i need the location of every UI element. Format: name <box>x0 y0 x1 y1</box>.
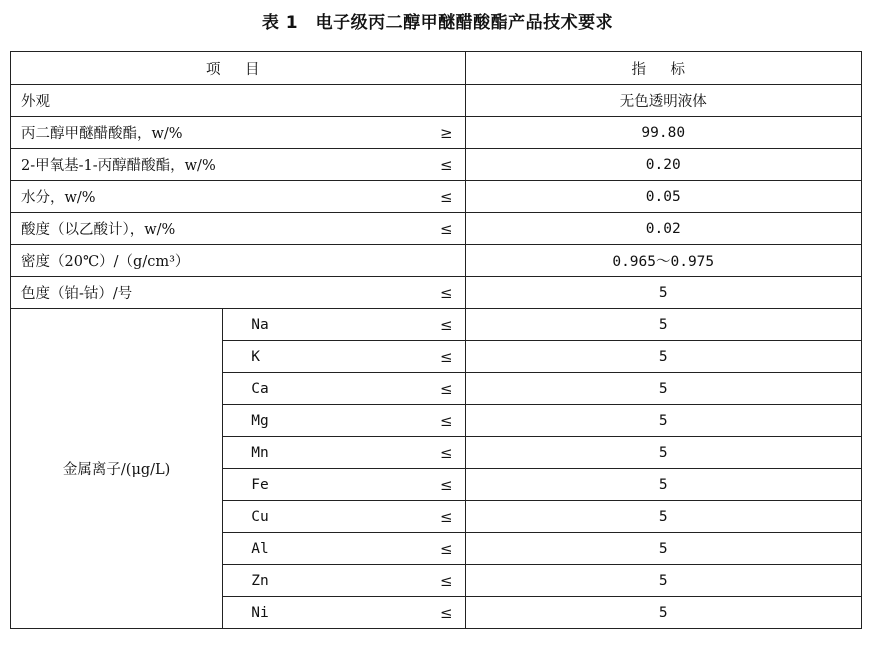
row-label: 色度（铂-钴）/号 <box>21 286 133 302</box>
row-label: 水分，w/% <box>21 190 96 206</box>
row-value: 99.80 <box>465 117 861 149</box>
metal-element-cell <box>223 341 465 373</box>
metal-element-cell <box>223 437 465 469</box>
metal-element: Ca <box>251 380 269 397</box>
metal-operator: ≤ <box>439 411 453 430</box>
metal-value: 5 <box>465 469 861 501</box>
metal-operator: ≤ <box>439 475 453 494</box>
metal-element-cell <box>223 501 465 533</box>
table-row <box>11 117 862 149</box>
metal-value: 5 <box>465 565 861 597</box>
row-label: 外观 <box>21 94 50 110</box>
row-label-cell <box>11 117 466 149</box>
table-row <box>11 213 862 245</box>
metal-group-label: 金属离子/(μg/L) <box>11 309 223 629</box>
metal-operator: ≤ <box>439 379 453 398</box>
metal-element-cell <box>223 597 465 629</box>
row-label: 丙二醇甲醚醋酸酯，w/% <box>21 126 183 142</box>
metal-element-cell <box>223 469 465 501</box>
metal-element: Ni <box>251 604 269 621</box>
row-value: 0.02 <box>465 213 861 245</box>
row-value: 0.05 <box>465 181 861 213</box>
metal-operator: ≤ <box>439 315 453 334</box>
metal-element: Cu <box>251 508 269 525</box>
metal-operator: ≤ <box>439 347 453 366</box>
spec-table <box>10 51 862 629</box>
header-spec: 指 标 <box>465 52 861 85</box>
metal-element: Mn <box>251 444 269 461</box>
table-row <box>11 181 862 213</box>
row-label: 2-甲氧基-1-丙醇醋酸酯，w/% <box>21 158 216 174</box>
metal-row <box>11 309 862 341</box>
row-label: 酸度（以乙酸计），w/% <box>21 222 176 238</box>
row-value: 0.965～0.975 <box>465 245 861 277</box>
metal-element-cell <box>223 309 465 341</box>
table-row <box>11 245 862 277</box>
metal-element: Mg <box>251 412 269 429</box>
metal-operator: ≤ <box>439 571 453 590</box>
table-title: 表 1 电子级丙二醇甲醚醋酸酯产品技术要求 <box>261 13 614 33</box>
metal-value: 5 <box>465 309 861 341</box>
table-row <box>11 149 862 181</box>
row-label-cell <box>11 213 466 245</box>
row-operator: ≤ <box>439 155 453 174</box>
row-value: 无色透明液体 <box>465 85 861 117</box>
row-value: 5 <box>465 277 861 309</box>
metal-value: 5 <box>465 501 861 533</box>
metal-operator: ≤ <box>439 603 453 622</box>
row-label-cell <box>11 181 466 213</box>
metal-element: K <box>251 348 260 365</box>
metal-element-cell <box>223 373 465 405</box>
row-operator: ≥ <box>439 123 453 142</box>
metal-value: 5 <box>465 373 861 405</box>
table-row <box>11 85 862 117</box>
metal-element-cell <box>223 405 465 437</box>
metal-value: 5 <box>465 405 861 437</box>
metal-element: Zn <box>251 572 269 589</box>
row-operator: ≤ <box>439 187 453 206</box>
metal-value: 5 <box>465 597 861 629</box>
metal-element-cell <box>223 565 465 597</box>
row-label-cell <box>11 277 466 309</box>
metal-operator: ≤ <box>439 539 453 558</box>
row-label-cell <box>11 245 466 277</box>
metal-value: 5 <box>465 533 861 565</box>
table-row <box>11 277 862 309</box>
metal-element: Fe <box>251 476 269 493</box>
metal-element-cell <box>223 533 465 565</box>
metal-element: Al <box>251 540 269 557</box>
row-label-cell <box>11 85 466 117</box>
metal-element: Na <box>251 316 269 333</box>
table-header-row <box>11 52 862 85</box>
metal-operator: ≤ <box>439 443 453 462</box>
row-operator: ≤ <box>439 219 453 238</box>
row-label: 密度（20℃）/（g/cm³） <box>21 254 190 270</box>
metal-value: 5 <box>465 341 861 373</box>
header-item: 项 目 <box>11 52 466 85</box>
row-operator: ≤ <box>439 283 453 302</box>
metal-operator: ≤ <box>439 507 453 526</box>
row-label-cell <box>11 149 466 181</box>
row-value: 0.20 <box>465 149 861 181</box>
metal-value: 5 <box>465 437 861 469</box>
